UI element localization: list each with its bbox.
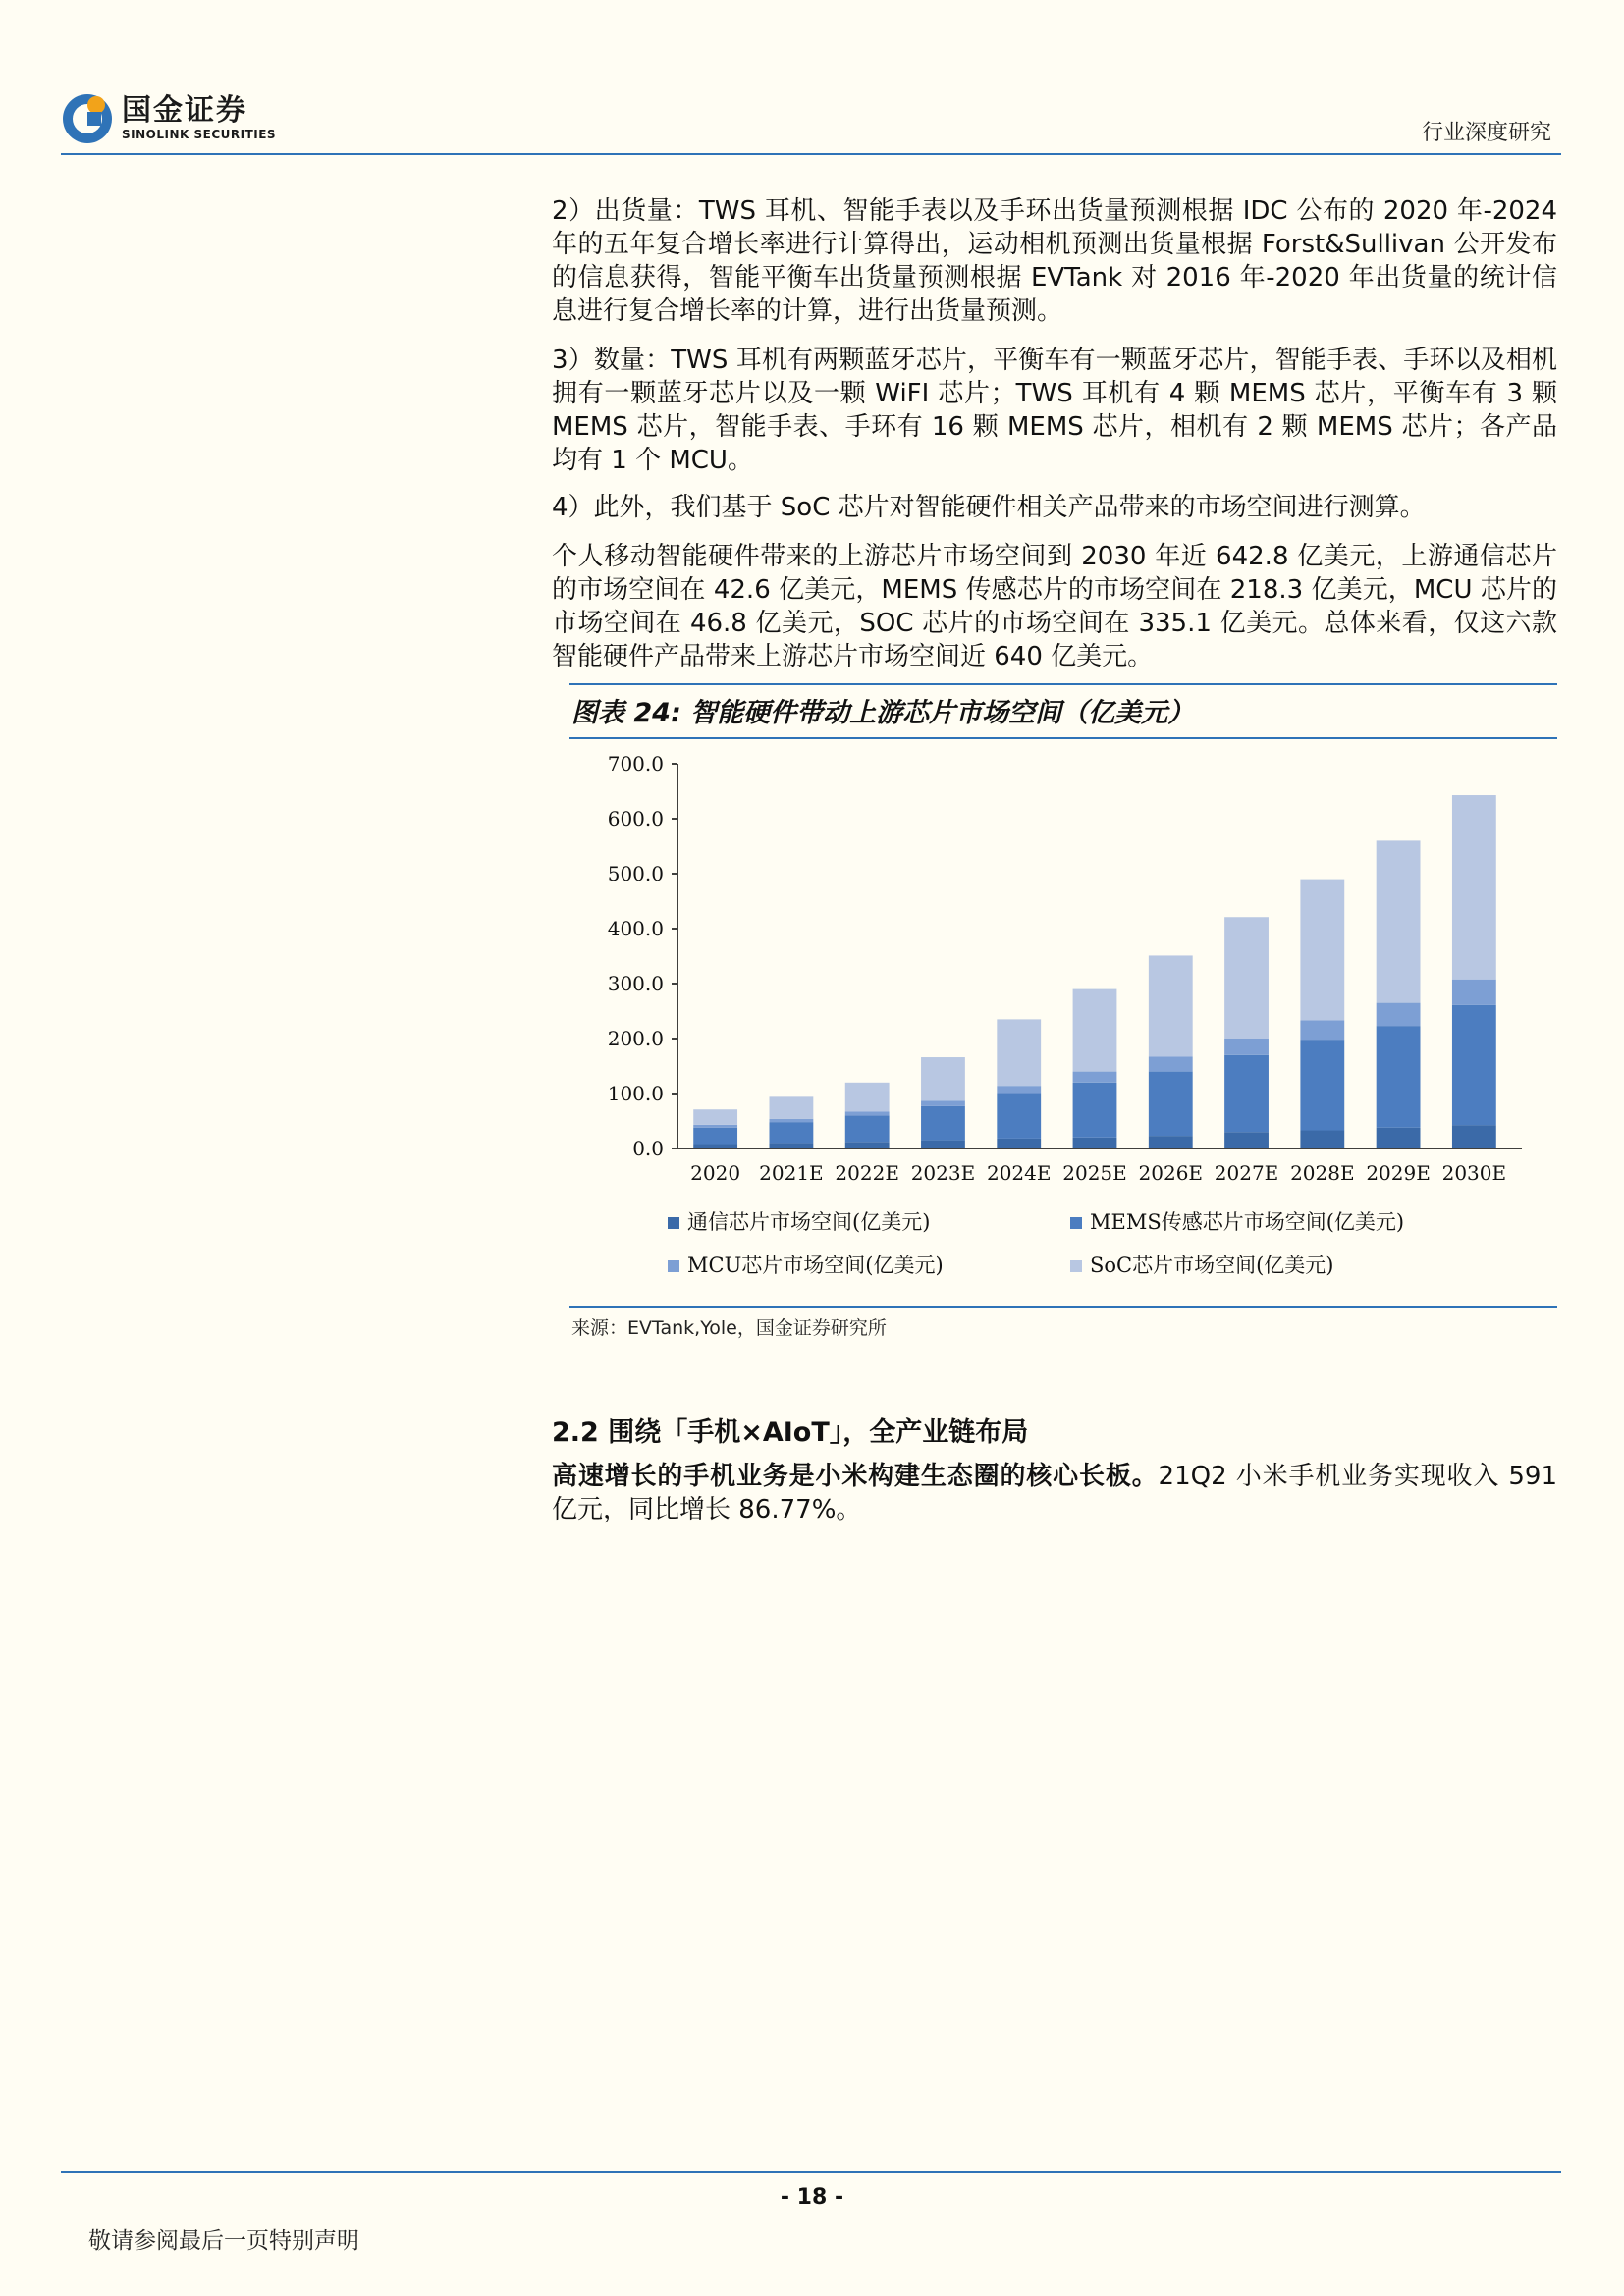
section-heading: 2.2 围绕「手机×AIoT」，全产业链布局 <box>552 1417 1029 1448</box>
paragraph-text: 3）数量：TWS 耳机有两颗蓝牙芯片，平衡车有一颗蓝牙芯片，智能手表、手环以及相机拥有一颗蓝牙芯片以及一颗 WiFI 芯片；TWS 耳机有 4 颗 MEMS 芯片，平衡车有 3 颗 MEMS 芯片，智能手表、手环有 16 颗 MEMS 芯片，相机有 2 颗 MEMS 芯片；各产品均有 1 个 MCU。 <box>552 346 1557 475</box>
bar-segment <box>693 1109 737 1125</box>
legend-label: MCU芯片市场空间(亿美元) <box>687 1254 944 1277</box>
bar-segment <box>1452 1125 1496 1148</box>
page-header <box>61 88 1561 157</box>
bar-segment <box>1073 1138 1117 1148</box>
bar-segment <box>1149 1072 1193 1137</box>
y-tick-label: 600.0 <box>607 807 664 830</box>
report-category: 行业深度研究 <box>1421 121 1551 145</box>
logo-en-text: SINOLINK SECURITIES <box>122 128 277 141</box>
bar-segment <box>1149 1056 1193 1071</box>
figure-title: 图表 24: 智能硬件带动上游芯片市场空间（亿美元） <box>571 698 1195 728</box>
bar-segment <box>845 1083 890 1112</box>
bar-segment <box>1224 1039 1269 1055</box>
bar-segment <box>997 1019 1041 1086</box>
bar-segment <box>921 1100 965 1106</box>
bar-segment <box>1300 880 1344 1021</box>
sinolink-logo <box>61 88 276 149</box>
paragraph-shipment <box>552 194 1557 328</box>
bar-segment <box>921 1057 965 1100</box>
figure-source: 来源：EVTank,Yole，国金证券研究所 <box>571 1317 887 1339</box>
bar-segment <box>1149 1136 1193 1148</box>
y-tick-label: 700.0 <box>607 752 664 775</box>
bar-segment <box>1300 1021 1344 1041</box>
bar-segment <box>1073 1072 1117 1083</box>
header-divider <box>61 153 1561 155</box>
paragraph-quantity <box>552 344 1557 477</box>
x-tick-label: 2029E <box>1366 1161 1431 1185</box>
bar-segment <box>845 1142 890 1148</box>
x-tick-label: 2027E <box>1214 1161 1279 1185</box>
legend-swatch <box>668 1217 679 1229</box>
y-tick-label: 500.0 <box>607 862 664 885</box>
bar-segment <box>1300 1131 1344 1148</box>
bar-segment <box>1377 1026 1421 1128</box>
figure-header <box>569 683 1557 739</box>
bar-segment <box>845 1111 890 1115</box>
bar-segment <box>997 1139 1041 1148</box>
legend-swatch <box>1070 1260 1082 1272</box>
lead-rest-text: 21Q2 小米手机业务实现收入 591 亿元，同比增长 86.77%。 <box>552 1462 1557 1524</box>
bar-segment <box>1377 840 1421 1002</box>
bar-segment <box>1073 989 1117 1072</box>
logo-cn-text: 国金证券 <box>122 93 247 128</box>
legend-label: MEMS传感芯片市场空间(亿美元) <box>1090 1210 1405 1234</box>
bar-segment <box>921 1106 965 1141</box>
paragraph-text: 2）出货量：TWS 耳机、智能手表以及手环出货量预测根据 IDC 公布的 2020 年-2024 年的五年复合增长率进行计算得出，运动相机预测出货量根据 Forst&Sullivan 公开发布的信息获得，智能平衡车出货量预测根据 EVTank 对 2016 年-2020 年出货量的统计信息进行复合增长率的计算，进行出货量预测。 <box>552 196 1557 326</box>
paragraph-summary <box>552 540 1557 673</box>
chart-container <box>569 736 1557 1306</box>
bar-segment <box>1452 795 1496 980</box>
x-tick-label: 2025E <box>1062 1161 1127 1185</box>
figure-bottom-rule <box>569 1306 1557 1308</box>
stacked-bar-chart <box>569 736 1557 1306</box>
bar-segment <box>1073 1083 1117 1138</box>
figure-top-rule <box>569 683 1557 685</box>
disclaimer-note: 敬请参阅最后一页特别声明 <box>88 2228 359 2254</box>
bar-segment <box>693 1128 737 1145</box>
x-tick-label: 2022E <box>835 1161 899 1185</box>
bar-segment <box>770 1122 814 1143</box>
x-tick-label: 2030E <box>1441 1161 1507 1185</box>
bar-segment <box>1452 980 1496 1005</box>
x-tick-label: 2026E <box>1138 1161 1204 1185</box>
bar-segment <box>1224 1132 1269 1148</box>
y-tick-label: 200.0 <box>607 1027 664 1050</box>
x-tick-label: 2024E <box>986 1161 1052 1185</box>
paragraph-soc <box>552 491 1557 524</box>
y-tick-label: 300.0 <box>607 972 664 995</box>
bar-segment <box>1300 1040 1344 1130</box>
footer-divider <box>61 2171 1561 2173</box>
bar-segment <box>693 1145 737 1148</box>
page-number: - 18 - <box>780 2185 844 2210</box>
paragraph-text: 4）此外，我们基于 SoC 芯片对智能硬件相关产品带来的市场空间进行测算。 <box>552 493 1426 522</box>
y-tick-label: 100.0 <box>607 1082 664 1105</box>
legend-label: 通信芯片市场空间(亿美元) <box>687 1210 931 1234</box>
paragraph-text: 个人移动智能硬件带来的上游芯片市场空间到 2030 年近 642.8 亿美元，上游通信芯片的市场空间在 42.6 亿美元，MEMS 传感芯片的市场空间在 218.3 亿美元，MCU 芯片的市场空间在 46.8 亿美元，SOC 芯片的市场空间在 335.1 亿美元。总体来看，仅这六款智能硬件产品带来上游芯片市场空间近 640 亿美元。 <box>552 542 1557 671</box>
bar-segment <box>1377 1003 1421 1027</box>
y-tick-label: 400.0 <box>607 917 664 940</box>
sinolink-logo-icon <box>61 92 114 145</box>
bar-segment <box>1224 917 1269 1039</box>
bar-segment <box>693 1125 737 1128</box>
bar-segment <box>997 1086 1041 1093</box>
legend-label: SoC芯片市场空间(亿美元) <box>1090 1254 1334 1277</box>
bar-segment <box>770 1096 814 1118</box>
x-tick-label: 2028E <box>1290 1161 1355 1185</box>
bar-segment <box>770 1119 814 1122</box>
bar-segment <box>1224 1055 1269 1132</box>
lead-bold-text: 高速增长的手机业务是小米构建生态圈的核心长板。 <box>552 1462 1159 1491</box>
x-tick-label: 2020 <box>690 1161 741 1185</box>
bar-segment <box>845 1115 890 1142</box>
bar-segment <box>1377 1128 1421 1148</box>
bar-segment <box>997 1093 1041 1138</box>
legend-swatch <box>668 1260 679 1272</box>
bar-segment <box>1149 955 1193 1056</box>
bar-segment <box>921 1141 965 1148</box>
legend-swatch <box>1070 1217 1082 1229</box>
bar-segment <box>770 1143 814 1148</box>
bar-segment <box>1452 1005 1496 1125</box>
section-lead <box>552 1460 1557 1526</box>
x-tick-label: 2021E <box>759 1161 824 1185</box>
y-tick-label: 0.0 <box>632 1137 664 1160</box>
x-tick-label: 2023E <box>910 1161 976 1185</box>
